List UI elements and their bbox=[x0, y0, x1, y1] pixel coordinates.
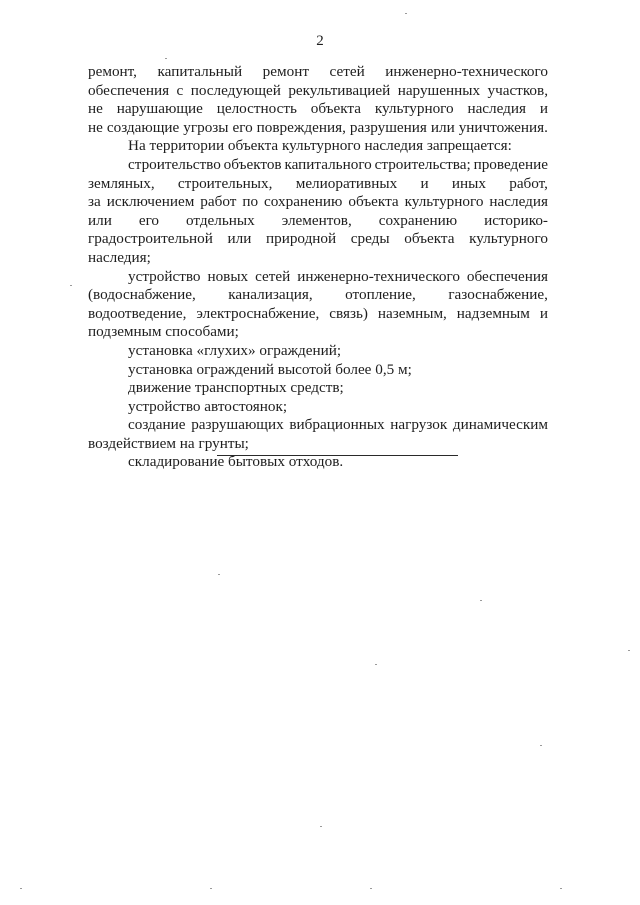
word: и bbox=[420, 174, 429, 192]
word: ремонт bbox=[262, 63, 309, 80]
end-separator-line bbox=[217, 455, 458, 456]
word: создание bbox=[128, 416, 186, 434]
word: и bbox=[539, 304, 548, 322]
word: строительства; bbox=[374, 155, 471, 173]
word: связь) bbox=[329, 304, 368, 322]
word: ремонт, bbox=[88, 63, 137, 80]
text-line bbox=[88, 82, 548, 101]
scan-speck bbox=[210, 888, 212, 889]
word: газоснабжение, bbox=[448, 286, 548, 304]
word: канализация, bbox=[228, 286, 313, 304]
word: или bbox=[88, 211, 112, 229]
page-number: 2 bbox=[316, 33, 324, 49]
word: сохранению bbox=[378, 211, 458, 229]
word: строительство bbox=[128, 155, 221, 173]
word: наследия bbox=[467, 100, 527, 118]
word: его bbox=[232, 118, 253, 136]
scan-speck bbox=[628, 650, 630, 651]
word: или bbox=[430, 118, 455, 136]
word: устройство bbox=[128, 267, 201, 285]
word: повреждения, bbox=[256, 118, 346, 136]
text-line: движение транспортных средств; bbox=[128, 379, 344, 397]
text-line: наследия; bbox=[88, 248, 151, 266]
document-body bbox=[88, 63, 548, 472]
word: культурного bbox=[469, 230, 548, 248]
scan-speck bbox=[218, 574, 220, 575]
word: не bbox=[88, 100, 103, 118]
scan-speck bbox=[480, 600, 482, 601]
word: (водоснабжение, bbox=[88, 286, 196, 304]
text-line bbox=[88, 305, 548, 324]
word: участков, bbox=[487, 81, 548, 99]
word: объекта bbox=[348, 193, 399, 211]
text-line bbox=[88, 175, 548, 194]
text-line bbox=[88, 268, 548, 287]
text-line bbox=[88, 119, 548, 138]
word: водоотведение, bbox=[88, 304, 187, 322]
text-line bbox=[88, 212, 548, 231]
word: инженерно-технического bbox=[297, 267, 460, 285]
word: исключением bbox=[106, 193, 195, 211]
word: культурного bbox=[404, 193, 484, 211]
word: сохранению bbox=[264, 193, 343, 211]
text-line: подземным способами; bbox=[88, 323, 239, 341]
word: сетей bbox=[329, 63, 365, 80]
word: и bbox=[539, 100, 548, 118]
word: проведение bbox=[473, 155, 548, 173]
word: капитального bbox=[284, 155, 372, 173]
word: или bbox=[227, 230, 252, 248]
word: наследия bbox=[489, 193, 548, 211]
word: мелиоративных bbox=[295, 174, 398, 192]
scan-speck bbox=[370, 888, 372, 889]
word: не bbox=[88, 118, 103, 136]
word: культурного bbox=[374, 100, 454, 118]
word: историко- bbox=[484, 211, 548, 229]
text-line: установка ограждений высотой более 0,5 м; bbox=[128, 360, 412, 378]
scan-speck bbox=[375, 664, 377, 665]
word: нарушающие bbox=[116, 100, 203, 118]
word: природной bbox=[265, 230, 337, 248]
scan-speck bbox=[560, 888, 562, 889]
word: угрозы bbox=[183, 118, 229, 136]
word: надземным bbox=[456, 304, 530, 322]
word: с bbox=[176, 81, 184, 99]
scan-speck bbox=[540, 745, 542, 746]
word: объекта bbox=[404, 230, 455, 248]
word: целостность bbox=[216, 100, 297, 118]
word: сетей bbox=[255, 267, 291, 285]
word: капитальный bbox=[157, 63, 243, 80]
word: новых bbox=[207, 267, 249, 285]
text-line: установка «глухих» ограждений; bbox=[128, 341, 342, 359]
word: отопление, bbox=[345, 286, 416, 304]
text-line bbox=[88, 100, 548, 119]
text-line: воздействием на грунты; bbox=[88, 434, 249, 452]
text-line: складирование бытовых отходов. bbox=[128, 453, 344, 471]
word: объекта bbox=[310, 100, 361, 118]
word: разрушения bbox=[349, 118, 427, 136]
word: нарушенных bbox=[397, 81, 481, 99]
word: объектов bbox=[223, 155, 282, 173]
scan-speck bbox=[405, 13, 407, 14]
word: уничтожения. bbox=[458, 118, 548, 136]
word: разрушающих bbox=[191, 416, 284, 434]
word: обеспечения bbox=[466, 267, 548, 285]
word: создающие bbox=[106, 118, 180, 136]
word: строительных, bbox=[177, 174, 273, 192]
scan-speck bbox=[165, 58, 167, 59]
word: рекультивацией bbox=[288, 81, 391, 99]
word: нагрузок bbox=[390, 416, 448, 434]
word: среды bbox=[350, 230, 390, 248]
word: наземным, bbox=[377, 304, 447, 322]
word: вибрационных bbox=[289, 416, 385, 434]
scan-speck bbox=[20, 888, 22, 889]
word: инженерно-технического bbox=[385, 63, 548, 80]
word: работ bbox=[200, 193, 237, 211]
word: элементов, bbox=[281, 211, 352, 229]
word: по bbox=[242, 193, 259, 211]
text-line bbox=[88, 63, 548, 82]
word: отдельных bbox=[186, 211, 255, 229]
scan-speck bbox=[320, 826, 322, 827]
text-line bbox=[88, 286, 548, 305]
text-line: На территории объекта культурного наследия запрещается: bbox=[128, 137, 512, 155]
word: за bbox=[88, 193, 101, 211]
text-line bbox=[88, 193, 548, 212]
text-line bbox=[88, 156, 548, 175]
word: работ, bbox=[509, 174, 548, 192]
word: земляных, bbox=[88, 174, 155, 192]
word: градостроительной bbox=[88, 230, 213, 248]
text-line: устройство автостоянок; bbox=[128, 397, 288, 415]
word: электроснабжение, bbox=[196, 304, 320, 322]
word: динамическим bbox=[452, 416, 548, 434]
scan-speck bbox=[70, 285, 72, 286]
word: последующей bbox=[190, 81, 281, 99]
word: его bbox=[138, 211, 160, 229]
word: иных bbox=[451, 174, 486, 192]
text-line bbox=[88, 416, 548, 435]
text-line bbox=[88, 230, 548, 249]
word: обеспечения bbox=[88, 81, 170, 99]
